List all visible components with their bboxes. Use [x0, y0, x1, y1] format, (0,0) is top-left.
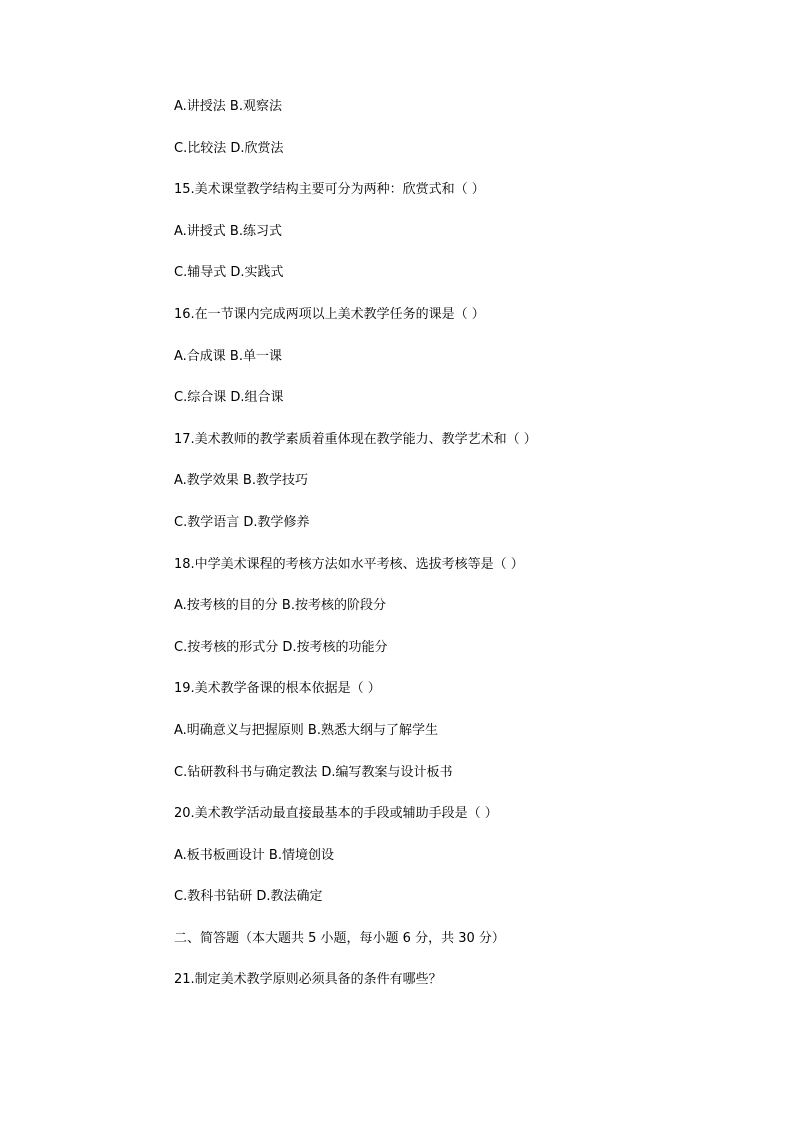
- question-15: 15.美术课堂教学结构主要可分为两种：欣赏式和（ ）: [174, 182, 485, 198]
- option-line-q17-cd: C.教学语言 D.教学修养: [174, 514, 310, 530]
- option-line-q18-cd: C.按考核的形式分 D.按考核的功能分: [174, 639, 388, 655]
- section-heading-short-answer: 二、简答题（本大题共 5 小题，每小题 6 分，共 30 分）: [174, 930, 505, 946]
- option-line-q18-ab: A.按考核的目的分 B.按考核的阶段分: [174, 598, 386, 614]
- question-18: 18.中学美术课程的考核方法如水平考核、选拔考核等是（ ）: [174, 556, 524, 572]
- option-line-q19-cd: C.钻研教科书与确定教法 D.编写教案与设计板书: [174, 764, 453, 780]
- question-list: [174, 96, 774, 1011]
- option-line-q20-cd: C.教科书钻研 D.教法确定: [174, 889, 323, 905]
- question-20: 20.美术教学活动最直接最基本的手段或辅助手段是（ ）: [174, 806, 498, 822]
- option-line-q14-cd: C.比较法 D.欣赏法: [174, 140, 284, 156]
- option-line-q20-ab: A.板书板画设计 B.情境创设: [174, 847, 334, 863]
- option-line-q19-ab: A.明确意义与把握原则 B.熟悉大纲与了解学生: [174, 722, 438, 738]
- question-16: 16.在一节课内完成两项以上美术教学任务的课是（ ）: [174, 306, 485, 322]
- option-line-q14-ab: A.讲授法 B.观察法: [174, 99, 282, 114]
- question-21: 21.制定美术教学原则必须具备的条件有哪些？: [174, 972, 442, 988]
- question-19: 19.美术教学备课的根本依据是（ ）: [174, 681, 381, 697]
- option-line-q16-cd: C.综合课 D.组合课: [174, 390, 284, 406]
- option-line-q15-cd: C.辅导式 D.实践式: [174, 265, 284, 281]
- option-line-q17-ab: A.教学效果 B.教学技巧: [174, 473, 308, 489]
- question-17: 17.美术教师的教学素质着重体现在教学能力、教学艺术和（ ）: [174, 431, 537, 447]
- option-line-q15-ab: A.讲授式 B.练习式: [174, 223, 282, 239]
- option-line-q16-ab: A.合成课 B.单一课: [174, 348, 282, 364]
